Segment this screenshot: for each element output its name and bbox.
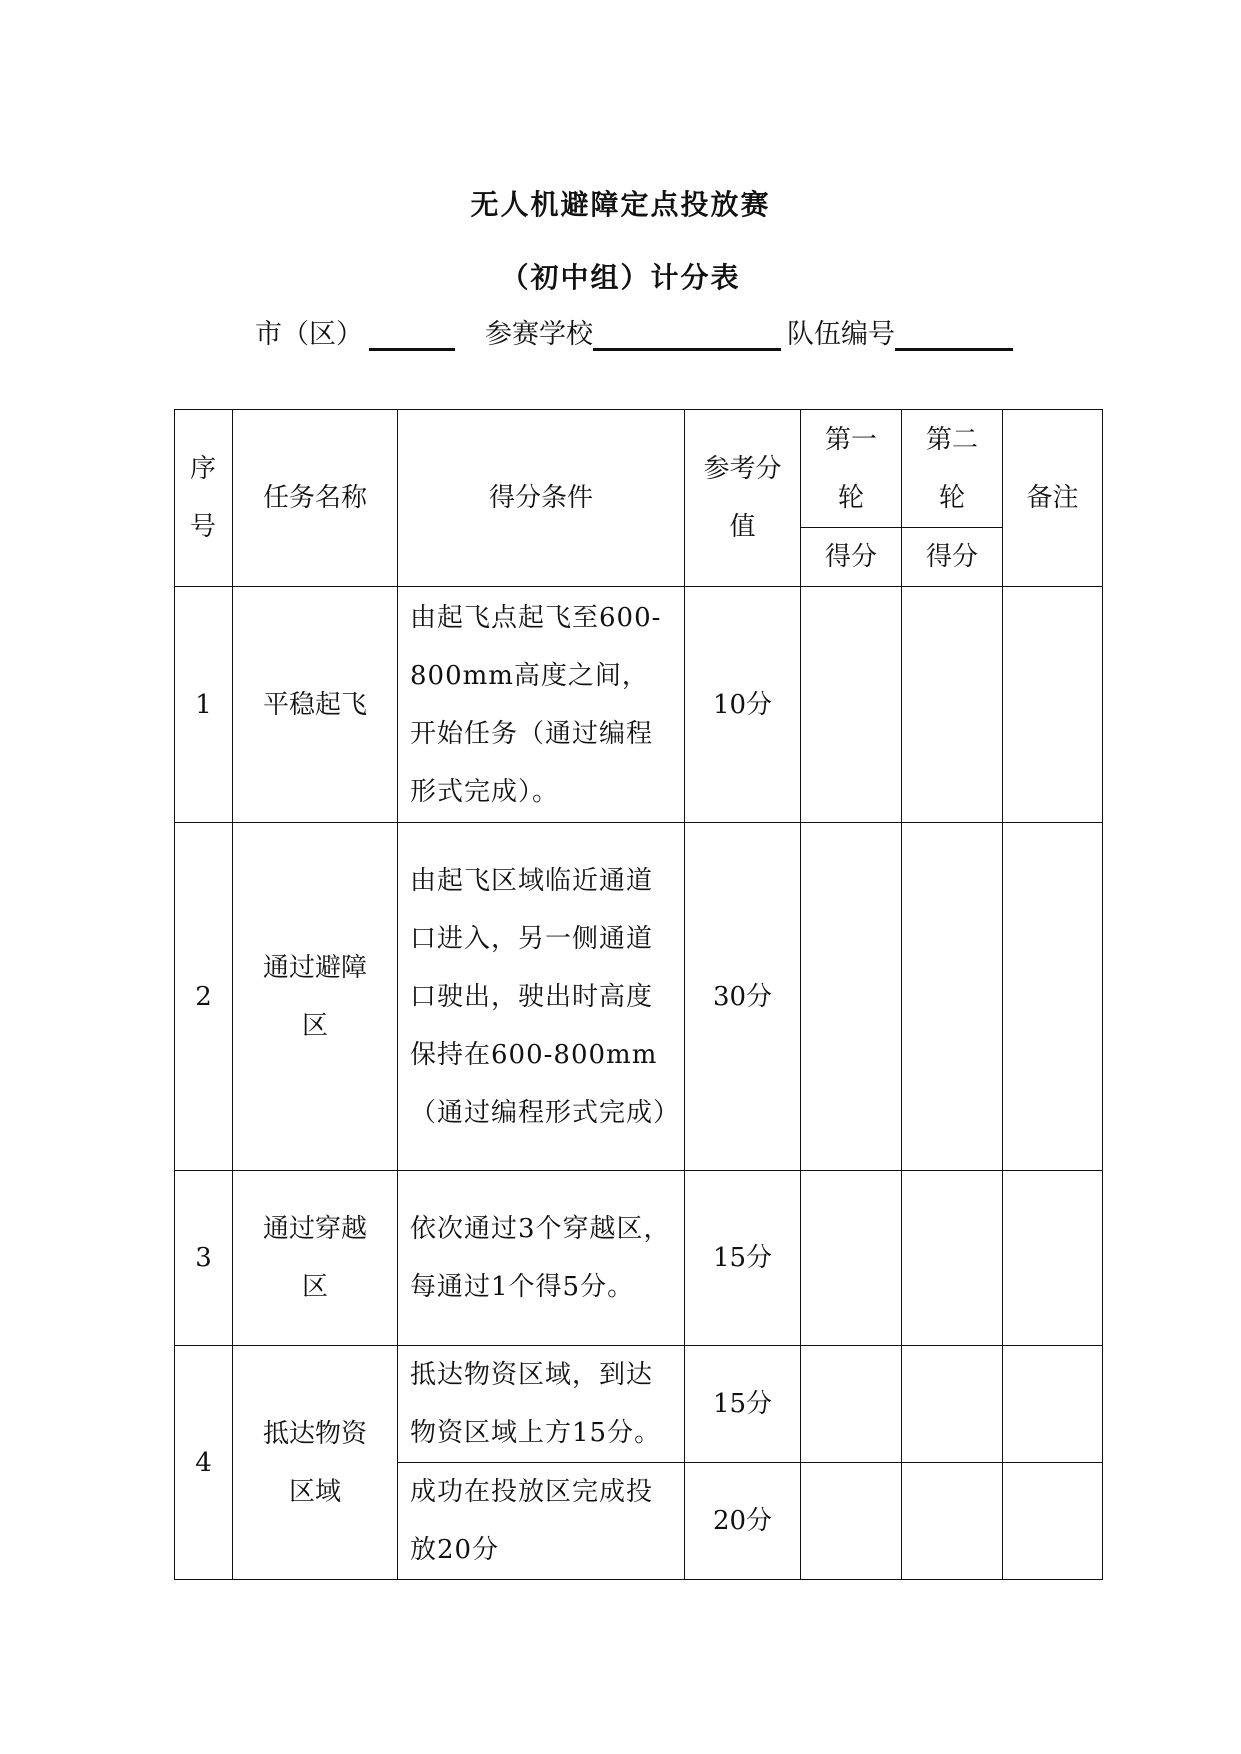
note-cell[interactable] (1003, 823, 1103, 1171)
row-condition: 成功在投放区完成投放20分 (398, 1463, 685, 1580)
header-index: 序号 (175, 410, 233, 587)
row-points: 15分 (685, 1346, 801, 1463)
row-points: 10分 (685, 587, 801, 823)
row-points: 15分 (685, 1171, 801, 1346)
round1-score-cell[interactable] (801, 823, 902, 1171)
row-condition: 由起飞区域临近通道口进入，另一侧通道口驶出，驶出时高度保持在600-800mm（通过编程形式完成） (398, 823, 685, 1171)
team-label: 队伍编号 (787, 319, 895, 350)
header-round2-score: 得分 (902, 528, 1003, 587)
team-blank[interactable] (895, 318, 1013, 351)
row-condition: 抵达物资区域，到达物资区域上方15分。 (398, 1346, 685, 1463)
row-task: 平稳起飞 (233, 587, 398, 823)
city-label: 市（区） (255, 319, 363, 350)
header-condition: 得分条件 (398, 410, 685, 587)
table-row (175, 823, 1103, 1171)
round2-score-cell[interactable] (902, 1171, 1003, 1346)
round2-score-cell[interactable] (902, 587, 1003, 823)
row-index: 3 (175, 1171, 233, 1346)
note-cell[interactable] (1003, 1171, 1103, 1346)
round2-score-cell[interactable] (902, 1346, 1003, 1463)
row-task: 抵达物资区域 (233, 1346, 398, 1580)
document-title: 无人机避障定点投放赛 (470, 188, 771, 221)
note-cell[interactable] (1003, 587, 1103, 823)
school-label: 参赛学校 (485, 319, 593, 350)
header-round1: 第一轮 (801, 410, 902, 528)
header-round1-score: 得分 (801, 528, 902, 587)
table-row (175, 1346, 1103, 1463)
score-table (174, 409, 1103, 1580)
info-line (255, 312, 1019, 351)
table-row (175, 587, 1103, 823)
header-note: 备注 (1003, 410, 1103, 587)
row-condition: 由起飞点起飞至600-800mm高度之间，开始任务（通过编程形式完成）。 (398, 587, 685, 823)
school-blank[interactable] (593, 318, 781, 351)
row-task: 通过避障区 (233, 823, 398, 1171)
round1-score-cell[interactable] (801, 1463, 902, 1580)
round1-score-cell[interactable] (801, 587, 902, 823)
round1-score-cell[interactable] (801, 1346, 902, 1463)
header-round2: 第二轮 (902, 410, 1003, 528)
document-subtitle: （初中组）计分表 (500, 261, 741, 294)
header-reference: 参考分值 (685, 410, 801, 587)
row-points: 30分 (685, 823, 801, 1171)
note-cell[interactable] (1003, 1346, 1103, 1463)
row-index: 2 (175, 823, 233, 1171)
round2-score-cell[interactable] (902, 1463, 1003, 1580)
header-task: 任务名称 (233, 410, 398, 587)
city-blank[interactable] (369, 318, 455, 351)
note-cell[interactable] (1003, 1463, 1103, 1580)
row-index: 1 (175, 587, 233, 823)
row-task: 通过穿越区 (233, 1171, 398, 1346)
row-condition: 依次通过3个穿越区，每通过1个得5分。 (398, 1171, 685, 1346)
row-index: 4 (175, 1346, 233, 1580)
round1-score-cell[interactable] (801, 1171, 902, 1346)
table-row (175, 1171, 1103, 1346)
round2-score-cell[interactable] (902, 823, 1003, 1171)
row-points: 20分 (685, 1463, 801, 1580)
